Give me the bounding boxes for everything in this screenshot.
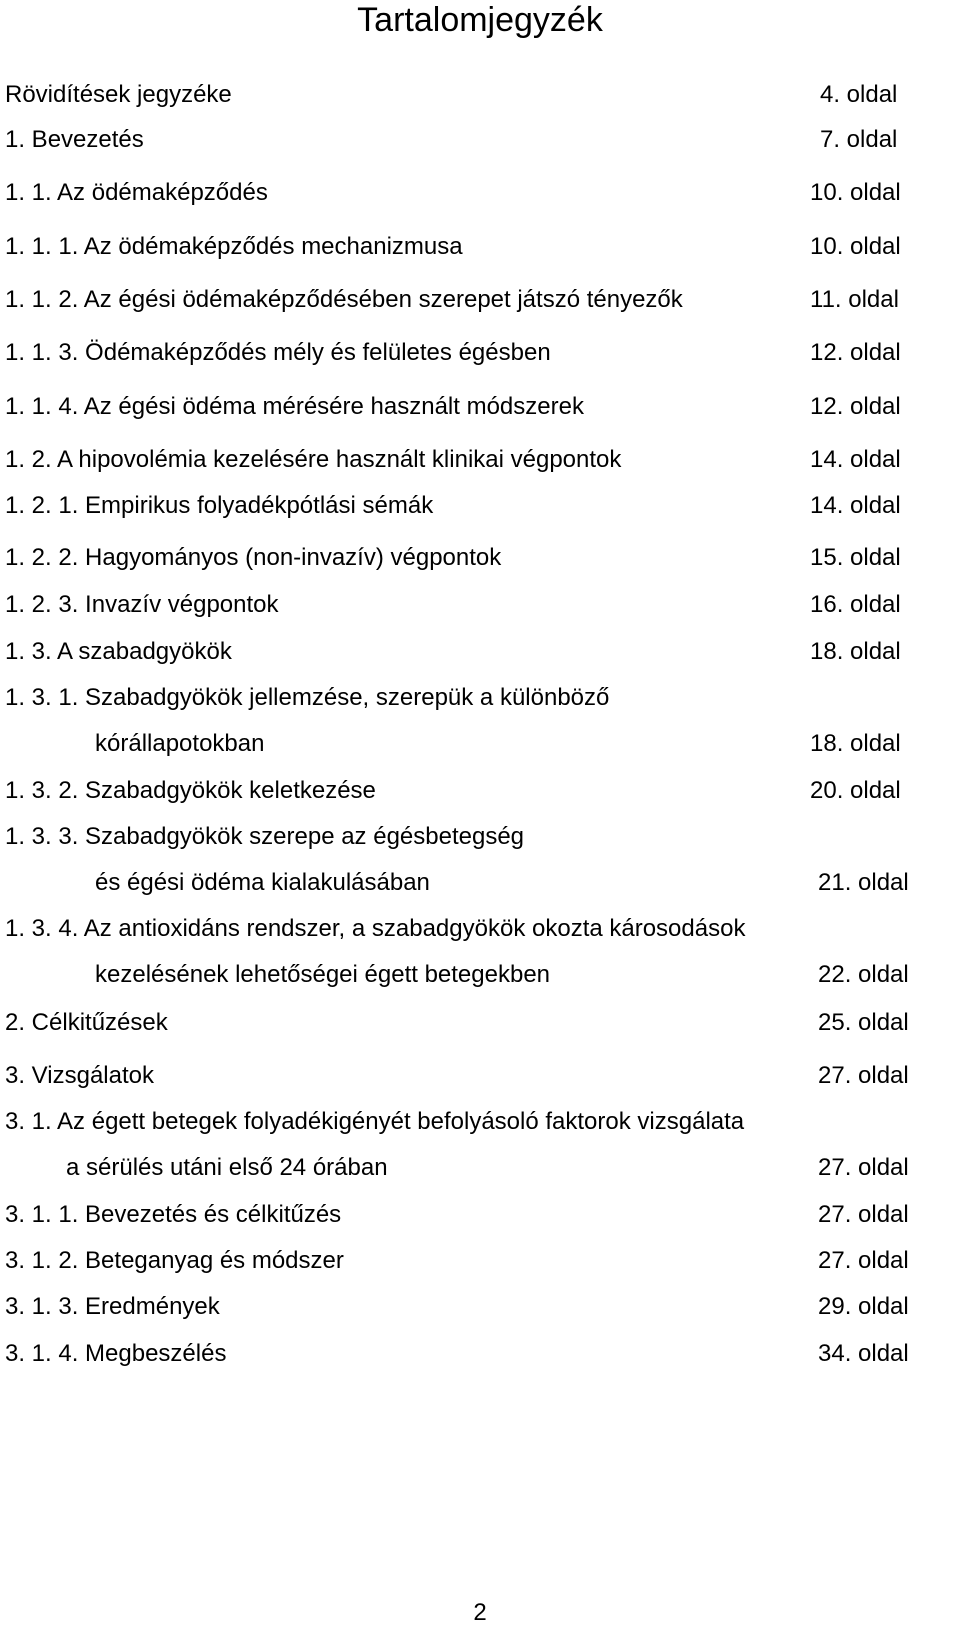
toc-entry: 1. Bevezetés (5, 126, 144, 153)
toc-entry: 3. Vizsgálatok (5, 1062, 154, 1089)
toc-page: 20. oldal (810, 777, 901, 804)
toc-page: 16. oldal (810, 591, 901, 618)
toc-page: 15. oldal (810, 544, 901, 571)
toc-entry: 3. 1. Az égett betegek folyadékigényét befolyásoló faktorok vizsgálata (5, 1108, 745, 1135)
toc-page: 27. oldal (818, 1247, 909, 1274)
toc-page: 12. oldal (810, 339, 901, 366)
toc-entry: 1. 2. 3. Invazív végpontok (5, 591, 279, 618)
toc-page: 7. oldal (820, 126, 898, 153)
toc-entry: 1. 2. A hipovolémia kezelésére használt klinikai végpontok (5, 446, 622, 473)
page-number: 2 (473, 1599, 487, 1626)
toc-entry: Rövidítések jegyzéke (5, 81, 232, 108)
toc-entry-continuation: kezelésének lehetőségei égett betegekben (95, 961, 551, 988)
toc-entry: 1. 2. 1. Empirikus folyadékpótlási sémák (5, 492, 434, 519)
toc-entry-continuation: és égési ödéma kialakulásában (95, 869, 430, 896)
toc-page: 18. oldal (810, 730, 901, 757)
toc-entry-continuation: kórállapotokban (95, 730, 265, 757)
toc-entry: 1. 1. 3. Ödémaképződés mély és felületes égésben (5, 339, 551, 366)
toc-entry-continuation: a sérülés utáni első 24 órában (66, 1154, 388, 1181)
toc-entry: 3. 1. 3. Eredmények (5, 1293, 220, 1320)
toc-page: 10. oldal (810, 179, 901, 206)
toc-entry: 3. 1. 1. Bevezetés és célkitűzés (5, 1201, 342, 1228)
toc-page: 18. oldal (810, 638, 901, 665)
toc-page: 21. oldal (818, 869, 909, 896)
toc-page: 10. oldal (810, 233, 901, 260)
toc-page: 14. oldal (810, 492, 901, 519)
toc-entry: 3. 1. 4. Megbeszélés (5, 1340, 227, 1367)
toc-page: 4. oldal (820, 81, 898, 108)
toc-page: 11. oldal (810, 286, 899, 313)
toc-page: 27. oldal (818, 1154, 909, 1181)
toc-page: 22. oldal (818, 961, 909, 988)
toc-page: 27. oldal (818, 1062, 909, 1089)
toc-page: 29. oldal (818, 1293, 909, 1320)
toc-entry: 3. 1. 2. Beteganyag és módszer (5, 1247, 344, 1274)
toc-entry: 1. 3. 3. Szabadgyökök szerepe az égésbetegség (5, 823, 525, 850)
toc-page: 12. oldal (810, 393, 901, 420)
toc-entry: 1. 1. Az ödémaképződés (5, 179, 268, 206)
toc-page: 14. oldal (810, 446, 901, 473)
toc-entry: 1. 1. 4. Az égési ödéma mérésére használt módszerek (5, 393, 584, 420)
toc-entry: 2. Célkitűzések (5, 1009, 168, 1036)
toc-page: 27. oldal (818, 1201, 909, 1228)
toc-entry: 1. 1. 2. Az égési ödémaképződésében szerepet játszó tényezők (5, 286, 683, 313)
toc-entry: 1. 3. 4. Az antioxidáns rendszer, a szabadgyökök okozta károsodások (5, 915, 746, 942)
page-title: Tartalomjegyzék (357, 1, 603, 39)
toc-page: 34. oldal (818, 1340, 909, 1367)
toc-entry: 1. 1. 1. Az ödémaképződés mechanizmusa (5, 233, 463, 260)
toc-entry: 1. 3. 2. Szabadgyökök keletkezése (5, 777, 376, 804)
toc-entry: 1. 2. 2. Hagyományos (non-invazív) végpontok (5, 544, 502, 571)
toc-entry: 1. 3. A szabadgyökök (5, 638, 232, 665)
toc-entry: 1. 3. 1. Szabadgyökök jellemzése, szerepük a különböző (5, 684, 610, 711)
toc-page: 25. oldal (818, 1009, 909, 1036)
